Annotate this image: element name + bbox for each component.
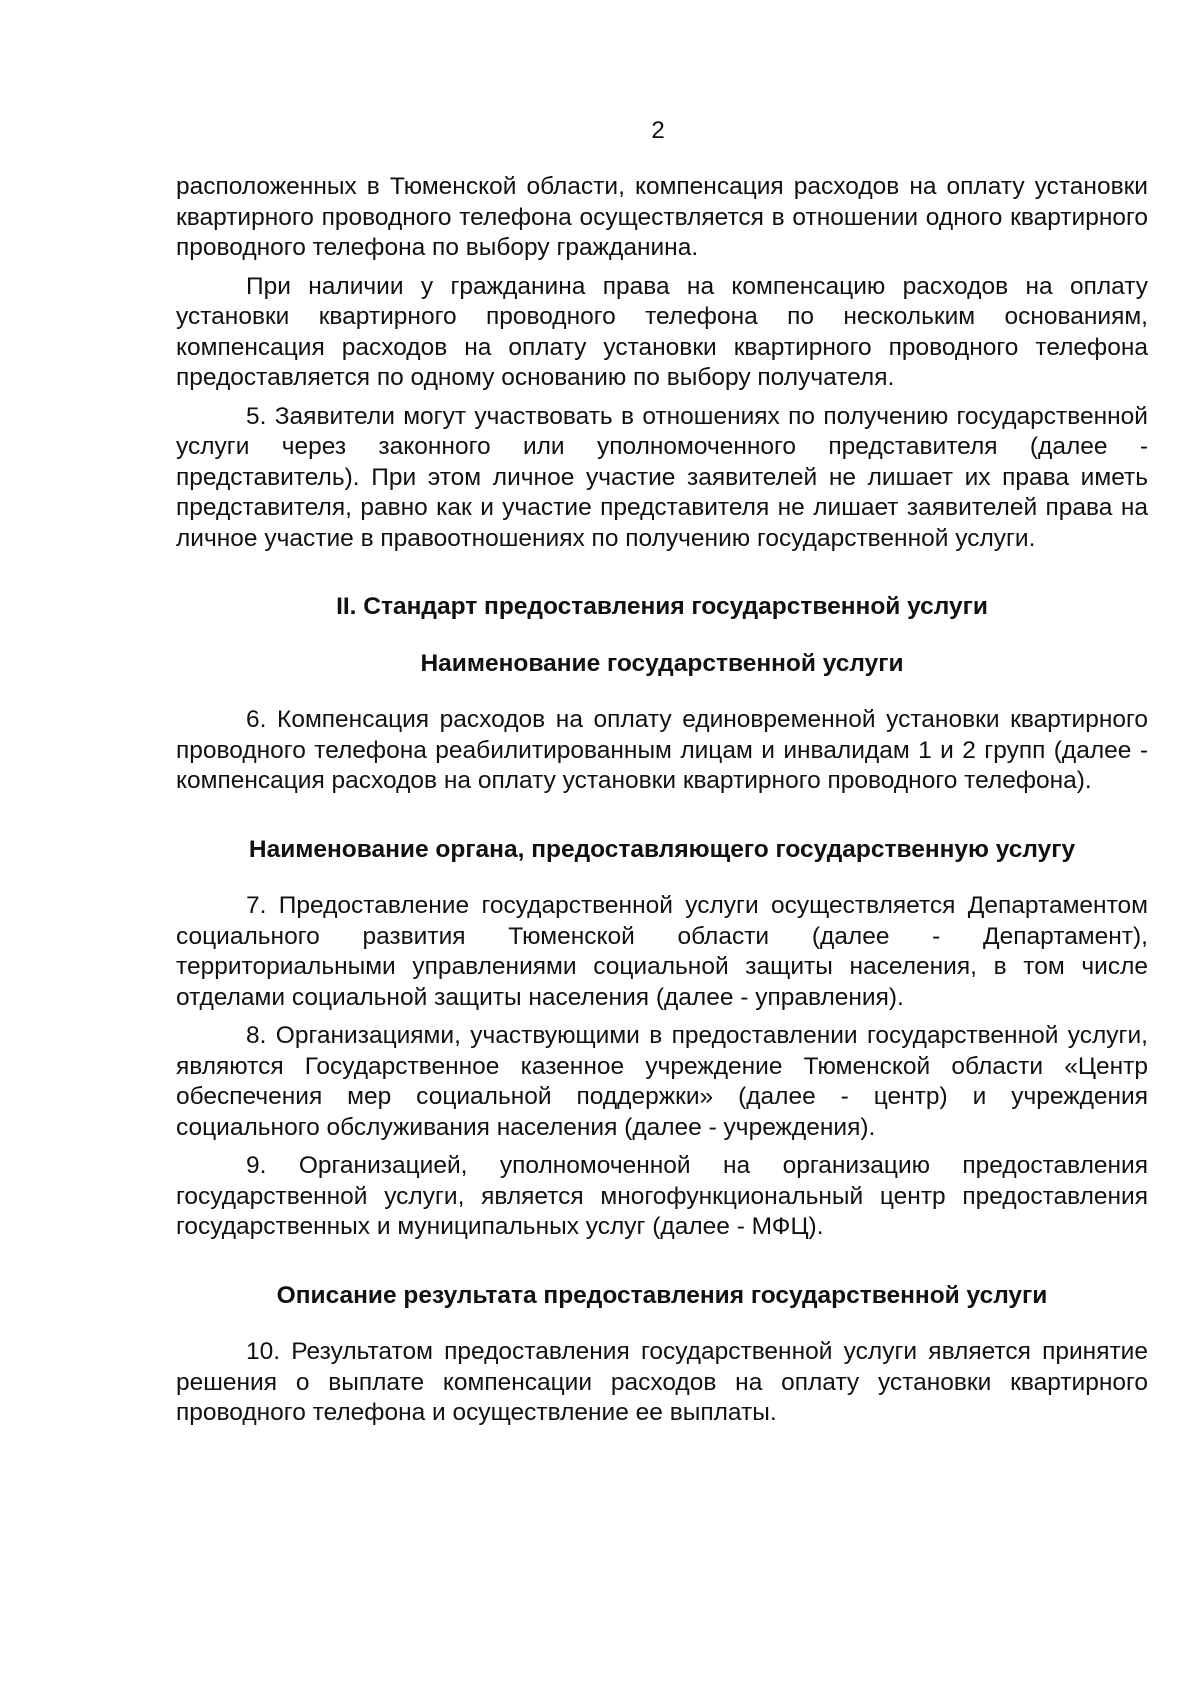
page-number: 2 <box>651 117 665 144</box>
paragraph-multiple-grounds: При наличии у гражданина права на компенсацию расходов на оплату установки квартирного проводного телефона по нескольким основаниям, компенсация расходов на оплату установки квартирного проводного телефона предоставляется по одному основанию по выбору получателя. <box>176 272 1148 391</box>
paragraph-6: 6. Компенсация расходов на оплату единовременной установки квартирного проводного телефона реабилитированным лицам и инвалидам 1 и 2 групп (далее - компенсация расходов на оплату установки квартирного проводного телефона). <box>176 706 1148 794</box>
paragraph-7: 7. Предоставление государственной услуги осуществляется Департаментом социального развития Тюменской области (далее - Департамент), территориальными управлениями социальной защиты населения, в том числе отделами социальной защиты населения (далее - управления). <box>176 892 1148 1011</box>
document-body <box>176 172 1148 1429</box>
paragraph-continuation: расположенных в Тюменской области, компенсация расходов на оплату установки квартирного проводного телефона осуществляется в отношении одного квартирного проводного телефона по выбору гражданина. <box>176 173 1148 261</box>
paragraph-9: 9. Организацией, уполномоченной на организацию предоставления государственной услуги, является многофункциональный центр предоставления государственных и муниципальных услуг (далее - МФЦ). <box>176 1152 1148 1240</box>
section-heading-standard: II. Стандарт предоставления государственной услуги <box>336 593 988 620</box>
paragraph-10: 10. Результатом предоставления государственной услуги является принятие решения о выплате компенсации расходов на оплату установки квартирного проводного телефона и осуществление ее выплаты. <box>176 1338 1148 1426</box>
subheading-result-description: Описание результата предоставления государственной услуги <box>276 1281 1048 1309</box>
subheading-service-name: Наименование государственной услуги <box>420 649 904 677</box>
paragraph-5: 5. Заявители могут участвовать в отношениях по получению государственной услуги через законного или уполномоченного представителя (далее - представитель). При этом личное участие заявителей не лишает их права иметь представителя, равно как и участие представителя не лишает заявителей права на личное участие в правоотношениях по получению государственной услуги. <box>176 402 1148 552</box>
subheading-agency-name: Наименование органа, предоставляющего государственную услугу <box>248 835 1076 863</box>
paragraph-8: 8. Организациями, участвующими в предоставлении государственной услуги, являются Государственное казенное учреждение Тюменской области «Центр обеспечения мер социальной поддержки» (далее - центр) и учреждения социального обслуживания населения (далее - учреждения). <box>176 1022 1148 1141</box>
